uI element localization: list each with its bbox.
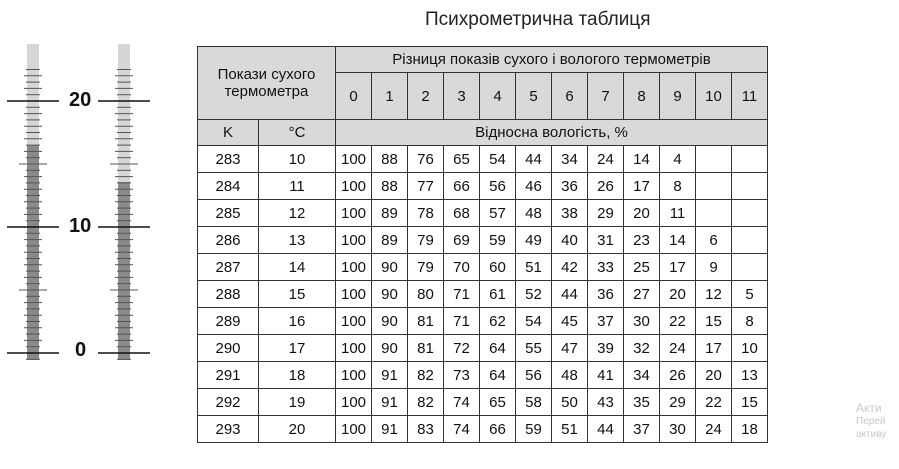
humidity-cell: 43 [588, 389, 624, 416]
humidity-cell: 37 [624, 416, 660, 443]
humidity-cell: 51 [516, 254, 552, 281]
scale-label-20: 20 [69, 89, 92, 111]
humidity-cell: 15 [732, 389, 768, 416]
table-title: Психрометрична таблиця [425, 9, 651, 30]
humidity-cell: 29 [588, 200, 624, 227]
humidity-cell: 62 [480, 308, 516, 335]
difference-col-1: 1 [372, 73, 408, 120]
celsius-cell: 14 [259, 254, 336, 281]
humidity-cell: 20 [696, 362, 732, 389]
humidity-cell: 20 [660, 281, 696, 308]
humidity-cell: 17 [624, 173, 660, 200]
humidity-cell: 100 [336, 335, 372, 362]
humidity-cell: 49 [516, 227, 552, 254]
table-body [198, 146, 768, 443]
humidity-cell: 57 [480, 200, 516, 227]
humidity-cell: 15 [696, 308, 732, 335]
humidity-cell: 100 [336, 200, 372, 227]
humidity-cell: 36 [588, 281, 624, 308]
humidity-cell [732, 200, 768, 227]
humidity-cell: 24 [660, 335, 696, 362]
humidity-cell: 27 [624, 281, 660, 308]
humidity-cell: 100 [336, 281, 372, 308]
humidity-cell: 24 [696, 416, 732, 443]
kelvin-cell: 290 [198, 335, 259, 362]
humidity-cell: 59 [516, 416, 552, 443]
kelvin-cell: 292 [198, 389, 259, 416]
difference-col-8: 8 [624, 73, 660, 120]
difference-col-6: 6 [552, 73, 588, 120]
psychrometer-thermometers [0, 0, 190, 469]
humidity-cell: 76 [408, 146, 444, 173]
humidity-cell: 8 [660, 173, 696, 200]
humidity-cell: 9 [696, 254, 732, 281]
kelvin-cell: 293 [198, 416, 259, 443]
dry-thermometer [7, 44, 59, 360]
humidity-cell: 70 [444, 254, 480, 281]
scale-label-10: 10 [69, 215, 92, 237]
humidity-cell: 44 [588, 416, 624, 443]
table-row [198, 362, 768, 389]
humidity-cell: 14 [624, 146, 660, 173]
humidity-cell: 81 [408, 308, 444, 335]
humidity-cell: 91 [372, 389, 408, 416]
humidity-cell: 56 [480, 173, 516, 200]
humidity-cell: 78 [408, 200, 444, 227]
humidity-cell: 24 [588, 146, 624, 173]
humidity-cell: 12 [696, 281, 732, 308]
table-row [198, 146, 768, 173]
humidity-cell: 13 [732, 362, 768, 389]
celsius-cell: 16 [259, 308, 336, 335]
humidity-cell: 29 [660, 389, 696, 416]
humidity-cell: 54 [516, 308, 552, 335]
humidity-cell: 17 [660, 254, 696, 281]
watermark-line-3: активу [856, 429, 887, 440]
dry-readings-header: Покази сухого термометра [198, 47, 336, 120]
humidity-cell: 65 [444, 146, 480, 173]
scale-label-0: 0 [75, 339, 87, 361]
celsius-cell: 20 [259, 416, 336, 443]
humidity-cell: 71 [444, 308, 480, 335]
humidity-cell: 44 [516, 146, 552, 173]
activation-watermark [856, 402, 886, 441]
humidity-cell: 25 [624, 254, 660, 281]
kelvin-cell: 285 [198, 200, 259, 227]
humidity-cell: 17 [696, 335, 732, 362]
humidity-cell: 66 [480, 416, 516, 443]
humidity-cell: 64 [480, 362, 516, 389]
humidity-cell: 41 [588, 362, 624, 389]
humidity-cell: 26 [660, 362, 696, 389]
kelvin-cell: 287 [198, 254, 259, 281]
celsius-cell: 12 [259, 200, 336, 227]
humidity-cell: 33 [588, 254, 624, 281]
humidity-cell: 100 [336, 173, 372, 200]
celsius-cell: 18 [259, 362, 336, 389]
humidity-cell: 73 [444, 362, 480, 389]
humidity-cell: 56 [516, 362, 552, 389]
table-row [198, 254, 768, 281]
celsius-cell: 13 [259, 227, 336, 254]
humidity-cell: 6 [696, 227, 732, 254]
humidity-cell: 100 [336, 389, 372, 416]
humidity-cell: 65 [480, 389, 516, 416]
humidity-cell: 74 [444, 389, 480, 416]
table-row [198, 335, 768, 362]
humidity-cell: 90 [372, 335, 408, 362]
humidity-cell: 100 [336, 308, 372, 335]
psychrometric-table [197, 46, 768, 443]
humidity-cell: 100 [336, 254, 372, 281]
humidity-cell: 48 [516, 200, 552, 227]
humidity-cell: 77 [408, 173, 444, 200]
difference-col-0: 0 [336, 73, 372, 120]
table-row [198, 200, 768, 227]
kelvin-cell: 291 [198, 362, 259, 389]
humidity-cell: 34 [552, 146, 588, 173]
humidity-cell [732, 254, 768, 281]
difference-col-2: 2 [408, 73, 444, 120]
table-row [198, 416, 768, 443]
difference-col-7: 7 [588, 73, 624, 120]
humidity-cell: 32 [624, 335, 660, 362]
humidity-cell: 45 [552, 308, 588, 335]
humidity-cell: 51 [552, 416, 588, 443]
difference-col-5: 5 [516, 73, 552, 120]
humidity-cell: 30 [624, 308, 660, 335]
table-row [198, 173, 768, 200]
humidity-cell [696, 200, 732, 227]
humidity-cell: 79 [408, 254, 444, 281]
humidity-cell [732, 146, 768, 173]
humidity-cell: 37 [588, 308, 624, 335]
humidity-cell: 100 [336, 227, 372, 254]
humidity-cell: 71 [444, 281, 480, 308]
humidity-cell: 5 [732, 281, 768, 308]
humidity-cell: 31 [588, 227, 624, 254]
humidity-cell: 48 [552, 362, 588, 389]
humidity-cell: 18 [732, 416, 768, 443]
humidity-cell: 90 [372, 281, 408, 308]
difference-col-4: 4 [480, 73, 516, 120]
humidity-cell: 69 [444, 227, 480, 254]
humidity-cell: 88 [372, 146, 408, 173]
humidity-cell: 44 [552, 281, 588, 308]
humidity-cell [732, 173, 768, 200]
humidity-cell: 58 [516, 389, 552, 416]
humidity-cell: 89 [372, 227, 408, 254]
celsius-cell: 19 [259, 389, 336, 416]
humidity-cell: 22 [660, 308, 696, 335]
humidity-cell: 38 [552, 200, 588, 227]
humidity-cell: 8 [732, 308, 768, 335]
humidity-cell: 20 [624, 200, 660, 227]
celsius-cell: 10 [259, 146, 336, 173]
humidity-cell: 60 [480, 254, 516, 281]
humidity-cell: 66 [444, 173, 480, 200]
humidity-cell: 23 [624, 227, 660, 254]
humidity-cell: 64 [480, 335, 516, 362]
humidity-cell: 54 [480, 146, 516, 173]
table-row [198, 308, 768, 335]
kelvin-cell: 283 [198, 146, 259, 173]
humidity-cell: 30 [660, 416, 696, 443]
humidity-cell: 79 [408, 227, 444, 254]
unit-celsius: °C [259, 120, 336, 146]
humidity-cell: 68 [444, 200, 480, 227]
humidity-cell: 40 [552, 227, 588, 254]
humidity-cell: 91 [372, 416, 408, 443]
humidity-cell: 52 [516, 281, 552, 308]
celsius-cell: 11 [259, 173, 336, 200]
difference-col-11: 11 [732, 73, 768, 120]
kelvin-cell: 289 [198, 308, 259, 335]
humidity-cell: 47 [552, 335, 588, 362]
humidity-cell: 59 [480, 227, 516, 254]
humidity-cell: 11 [660, 200, 696, 227]
humidity-cell: 88 [372, 173, 408, 200]
table-row [198, 227, 768, 254]
humidity-cell: 61 [480, 281, 516, 308]
humidity-cell: 50 [552, 389, 588, 416]
humidity-cell: 100 [336, 146, 372, 173]
humidity-cell: 74 [444, 416, 480, 443]
difference-header: Різниця показів сухого і вологого термометрів [336, 47, 768, 73]
humidity-cell: 91 [372, 362, 408, 389]
difference-col-9: 9 [660, 73, 696, 120]
humidity-cell [696, 146, 732, 173]
humidity-cell: 100 [336, 416, 372, 443]
humidity-cell: 4 [660, 146, 696, 173]
humidity-cell: 90 [372, 308, 408, 335]
table-row [198, 389, 768, 416]
wet-thermometer [98, 44, 150, 360]
humidity-cell: 39 [588, 335, 624, 362]
kelvin-cell: 288 [198, 281, 259, 308]
humidity-cell: 36 [552, 173, 588, 200]
humidity-cell [732, 227, 768, 254]
humidity-cell: 46 [516, 173, 552, 200]
humidity-cell: 82 [408, 389, 444, 416]
humidity-cell: 89 [372, 200, 408, 227]
humidity-cell: 35 [624, 389, 660, 416]
humidity-cell: 80 [408, 281, 444, 308]
humidity-cell: 83 [408, 416, 444, 443]
watermark-line-1: Акти [856, 401, 882, 415]
difference-col-3: 3 [444, 73, 480, 120]
humidity-cell: 81 [408, 335, 444, 362]
humidity-cell: 72 [444, 335, 480, 362]
celsius-cell: 17 [259, 335, 336, 362]
humidity-cell: 26 [588, 173, 624, 200]
table-row [198, 281, 768, 308]
humidity-cell: 10 [732, 335, 768, 362]
humidity-cell: 42 [552, 254, 588, 281]
kelvin-cell: 284 [198, 173, 259, 200]
difference-col-10: 10 [696, 73, 732, 120]
celsius-cell: 15 [259, 281, 336, 308]
humidity-header: Відносна вологість, % [336, 120, 768, 146]
humidity-cell [696, 173, 732, 200]
humidity-cell: 90 [372, 254, 408, 281]
humidity-cell: 34 [624, 362, 660, 389]
humidity-cell: 55 [516, 335, 552, 362]
humidity-cell: 82 [408, 362, 444, 389]
humidity-cell: 100 [336, 362, 372, 389]
watermark-line-2: Перей [856, 416, 886, 427]
humidity-cell: 22 [696, 389, 732, 416]
unit-kelvin: K [198, 120, 259, 146]
humidity-cell: 14 [660, 227, 696, 254]
kelvin-cell: 286 [198, 227, 259, 254]
